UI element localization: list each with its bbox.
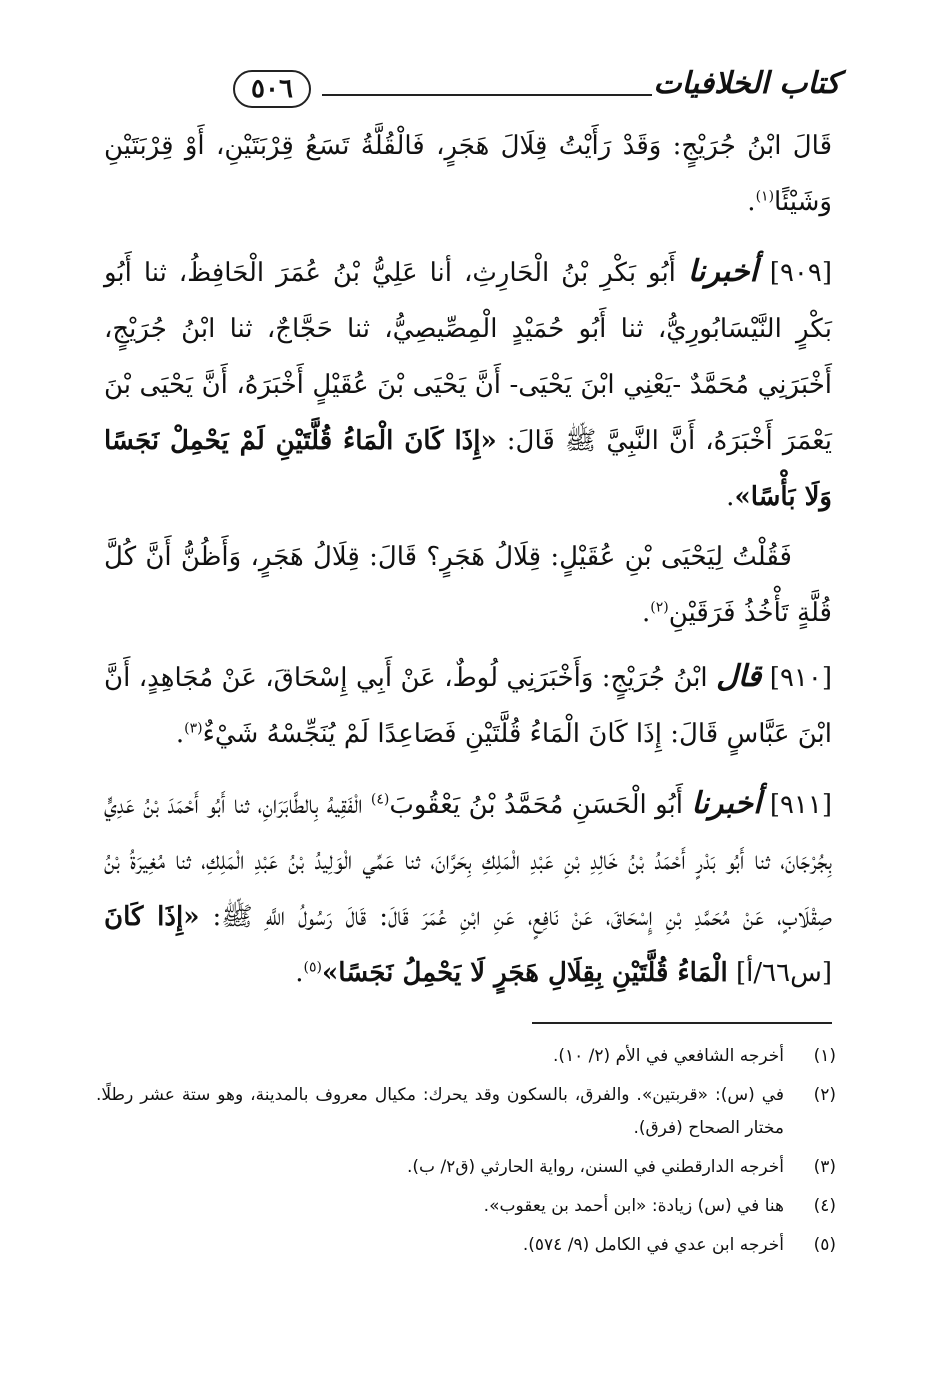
paragraph-yahya-ibn-uqayl [104, 529, 832, 641]
book-title: كتاب الخلافيات [653, 66, 840, 101]
footnotes [96, 1040, 836, 1268]
footnote-text: في (س): «قربتين». والفرق، بالسكون وقد يحرك: مكيال معروف بالمدينة، وهو ستة عشر رطلًا. مختار الصحاح (فرق). [96, 1085, 784, 1138]
footnote-number: (٢) [813, 1085, 836, 1105]
hadith-number: [٩٠٩] [769, 258, 833, 288]
footnote-number: (١) [813, 1046, 836, 1066]
header-rule [322, 94, 652, 96]
hadith-matn: «إِذَا كَانَ الْمَاءُ قُلَّتَيْنِ لَمْ يَحْمِلْ نَجَسًا وَلَا بَأْسًا» [104, 426, 832, 512]
paragraph-end: . [642, 598, 651, 628]
page-header [60, 62, 840, 112]
footnote-number: (٥) [813, 1235, 836, 1255]
footnote-ref-1: (١) [755, 188, 775, 205]
footnote-text: أخرجه ابن عدي في الكامل (٩/ ٥٧٤). [522, 1235, 784, 1255]
footnote-4 [96, 1190, 836, 1223]
footnote-2 [96, 1079, 836, 1145]
hadith-lead-word: قال [716, 659, 762, 694]
hadith-number: [٩١١] [769, 790, 833, 820]
paragraph-end: . [726, 482, 735, 512]
manuscript-reference: [س٦٦/أ] [736, 958, 832, 988]
hadith-matn-b: الْمَاءُ قُلَّتَيْنِ بِقِلَالِ هَجَرٍ لَا يَحْمِلُ نَجَسًا» [322, 958, 728, 988]
page-number-badge [233, 70, 311, 108]
hadith-911 [104, 776, 832, 1001]
footnote-number: (٤) [813, 1196, 836, 1216]
hadith-isnad-a: أَبُو الْحَسَنِ مُحَمَّدُ بْنُ يَعْقُوبَ [389, 790, 684, 820]
hadith-909 [104, 244, 832, 525]
hadith-text: ابْنُ جُرَيْجٍ: وَأَخْبَرَنِي لُوطٌ، عَنْ أَبِي إِسْحَاقَ، عَنْ مُجَاهِدٍ، أَنَّ ابْنَ عَبَّاسٍ قَالَ: إِذَا كَانَ الْمَاءُ قُلَّتَيْنِ فَصَاعِدًا لَمْ يُنَجِّسْهُ شَيْءٌ [104, 663, 832, 749]
footnote-text: هنا في (س) زيادة: «ابن أحمد بن يعقوب». [483, 1196, 784, 1216]
footnote-number: (٣) [813, 1157, 836, 1177]
footnote-3 [96, 1151, 836, 1184]
paragraph-end: . [295, 958, 304, 988]
footnote-ref-3: (٣) [184, 720, 203, 737]
hadith-matn-a: «إِذَا كَانَ [104, 902, 200, 932]
footnote-text: أخرجه الشافعي في الأم (٢/ ١٠). [552, 1046, 784, 1066]
paragraph-text: قَالَ ابْنُ جُرَيْجٍ: وَقَدْ رَأَيْتُ قِلَالَ هَجَرٍ، فَالْقُلَّةُ تَسَعُ قِرْبَتَيْنِ، أَوْ قِرْبَتَيْنِ وَشَيْئًا [104, 131, 832, 217]
footnote-ref-4: (٤) [370, 791, 390, 808]
footnote-ref-5: (٥) [303, 959, 323, 976]
hadith-number: [٩١٠] [769, 663, 833, 693]
paragraph-text: فَقُلْتُ لِيَحْيَى بْنِ عُقَيْلٍ: قِلَالُ هَجَرٍ؟ قَالَ: قِلَالُ هَجَرٍ، وَأَظُنُّ أَنَّ كُلَّ قُلَّةٍ تَأْخُذُ فَرَقَيْنِ [104, 542, 832, 628]
paragraph-ibn-jurayj-qilal [104, 118, 832, 230]
hadith-isnad-b: الْفَقِيهُ بِالطَّابَرَانِ، ثنا أَبُو أَحْمَدَ بْنُ عَدِيٍّ بِجُرْجَانَ، ثنا أَبُو بَدْرٍ أَحْمَدُ بْنُ خَالِدِ بْنِ عَبْدِ الْمَلِكِ بِحَرَّانَ، ثنا عَمِّي الْوَلِيدُ بْنُ عَبْدِ الْمَلِكِ، ثنا مُغِيرَةُ بْنُ صِقْلَابٍ، عَنْ مُحَمَّدِ بْنِ إِسْحَاقَ، عَنْ نَافِعٍ، عَنِ ابْنِ عُمَرَ قَالَ: قَالَ رَسُولُ اللَّهِ ﷺ: [104, 790, 832, 932]
hadith-lead-word: أخبرنا [687, 254, 758, 289]
footnote-1 [96, 1040, 836, 1073]
hadith-lead-word: أخبرنا [691, 786, 762, 821]
hadith-910 [104, 649, 832, 762]
paragraph-end: . [175, 719, 185, 749]
page-number: ٥٠٦ [251, 74, 293, 104]
footnote-rule [532, 1022, 832, 1024]
footnote-text: أخرجه الدارقطني في السنن، رواية الحارثي (ق٢/ ب). [407, 1157, 784, 1177]
footnote-5 [96, 1229, 836, 1262]
paragraph-end: . [747, 187, 756, 217]
hadith-isnad: أَبُو بَكْرِ بْنُ الْحَارِثِ، أنا عَلِيُّ بْنُ عُمَرَ الْحَافِظُ، ثنا أَبُو بَكْرٍ النَّيْسَابُورِيُّ، ثنا أَبُو حُمَيْدٍ الْمِصِّيصِيُّ، ثنا حَجَّاجٌ، ثنا ابْنُ جُرَيْجٍ، أَخْبَرَنِي مُحَمَّدٌ -يَعْنِي ابْنَ يَحْيَى- أَنَّ يَحْيَى بْنَ عُقَيْلٍ أَخْبَرَهُ، أَنَّ يَحْيَى بْنَ يَعْمَرَ أَخْبَرَهُ، أَنَّ النَّبِيَّ ﷺ قَالَ: [104, 258, 833, 456]
footnote-ref-2: (٢) [650, 599, 669, 616]
main-text [104, 118, 832, 1001]
